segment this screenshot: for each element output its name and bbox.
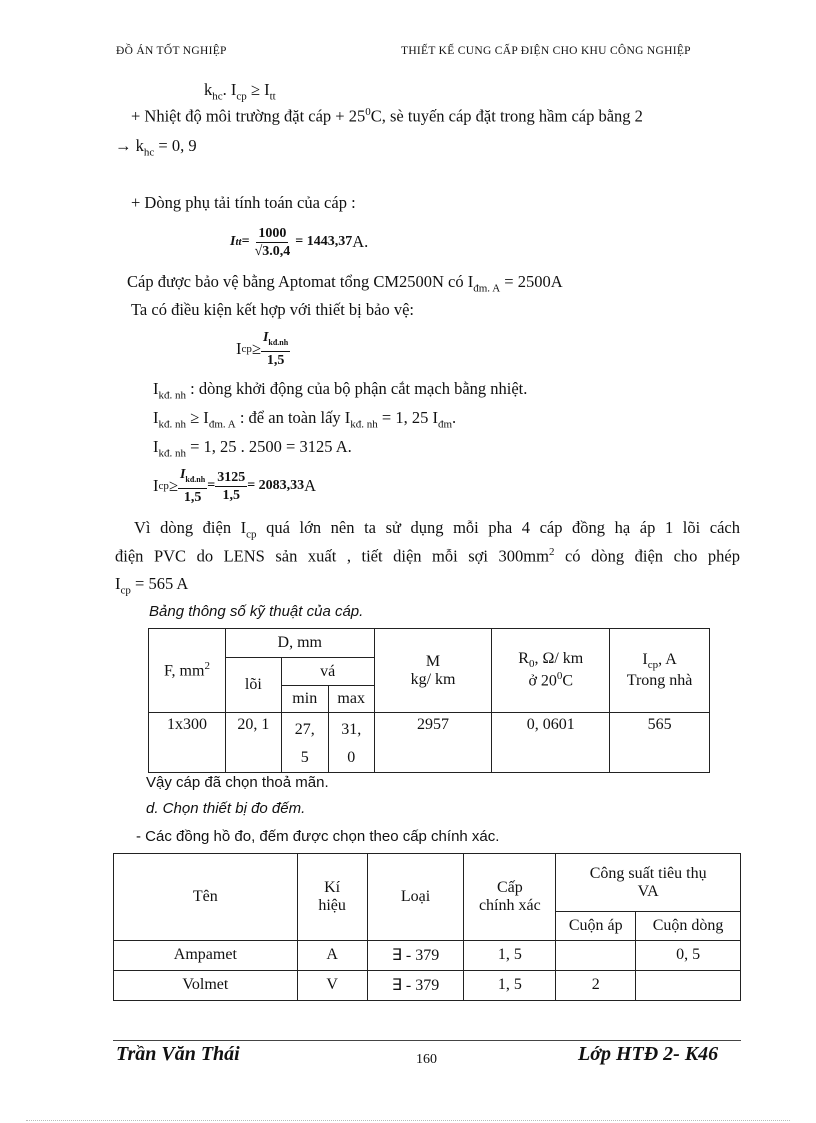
- khc-value-line: → $k_{hc} = 0$, 9: [115, 136, 197, 159]
- header-icp: $I_{cp}$, A Trong nhà: [610, 629, 710, 713]
- header-left: ĐỒ ÁN TỐT NGHIỆP: [116, 45, 227, 57]
- condition-line: $k_{hc}$. $I_{cp} \ge I_{tt}$: [204, 80, 276, 103]
- ikd-value-line: $I_{kđ. nh} = 1$, 25 . 2500 = 3125 A.: [153, 437, 352, 460]
- table-conclusion: Vậy cáp đã chọn thoả mãn.: [146, 774, 329, 791]
- table-row: 1x300 20, 1 27, 5 31, 0 2957 0, 0601 565: [149, 713, 710, 773]
- equation-itt: I tt = $\frac{1000}{√3.0,4}$ = 1443,37 A.: [230, 225, 369, 259]
- table-row: Ampamet A ∃ - 379 1, 5 0, 5: [114, 940, 741, 970]
- header-max: max: [328, 686, 374, 713]
- header-m: M kg/ km: [374, 629, 492, 713]
- table-row: Volmet V ∃ - 379 1, 5 2: [114, 970, 741, 1000]
- header-ki-hieu: Kí hiệu: [297, 854, 367, 941]
- meters-intro-line: - Các đồng hồ đo, đếm được chọn theo cấp chính xác.: [136, 828, 500, 845]
- page-number: 160: [416, 1052, 437, 1067]
- footer-author: Trần Văn Thái: [116, 1043, 240, 1065]
- section-d-heading: d. Chọn thiết bị đo đếm.: [146, 800, 306, 817]
- header-right: THIẾT KẾ CUNG CẤP ĐIỆN CHO KHU CÔNG NGHIỆP: [401, 45, 691, 57]
- temperature-line: + Nhiệt độ môi trường đặt cáp + $25^0C$, sè tuyến cáp đặt trong hầm cáp bằng 2: [131, 106, 643, 126]
- paragraph-line-3: $I_{cp} = 565$ A: [115, 574, 189, 597]
- header-loai: Loại: [367, 854, 464, 941]
- header-loi: lõi: [225, 658, 281, 713]
- header-r0: $R_0$, Ω/ km ở $20^0C$: [492, 629, 610, 713]
- aptomat-line: Cáp được bảo vệ bằng Aptomat tổng CM2500N có $I_{đm. A} = 2500A$: [127, 272, 563, 295]
- safety-line: $I_{kđ. nh} \ge I_{đm. A}$ : để an toàn lấy $I_{kđ. nh} = 1$, 25 $I_{đm}$.: [153, 408, 457, 431]
- paragraph-line-1: Vì dòng điện $I_{cp}$ quá lớn nên ta sử dụng mỗi pha 4 cáp đồng hạ áp 1 lõi cách: [134, 518, 741, 541]
- footer-class: Lớp HTĐ 2- K46: [578, 1043, 719, 1065]
- page-bottom-border: [26, 1120, 790, 1121]
- cable-spec-table: [148, 628, 710, 773]
- header-cong-suat: Công suất tiêu thụ VA: [556, 854, 741, 912]
- equation-icp-condition: I cp ≥ $\frac{I_{kđ.nh}}{1,5}$: [236, 330, 289, 368]
- header-d: D, mm: [225, 629, 374, 658]
- paragraph-line-2: điện PVC do LENS sản xuất , tiết diện mỗi sợi $300mm^2$ có dòng điện cho phép: [115, 546, 740, 566]
- header-cap-chinh-xac: Cấp chính xác: [464, 854, 556, 941]
- condition-intro-line: Ta có điều kiện kết hợp với thiết bị bảo vệ:: [131, 300, 414, 319]
- ikd-definition-line: $I_{kđ. nh}$ : dòng khởi động của bộ phận cắt mạch bằng nhiệt.: [153, 379, 528, 402]
- footer-divider: [113, 1040, 741, 1041]
- equation-icp-value: I cp ≥ $\frac{I_{kđ.nh}}{1,5}$ = $\frac{3125}{1,5}$ = 2083,33 A: [153, 467, 317, 505]
- header-cuon-dong: Cuộn dòng: [636, 912, 741, 940]
- header-f: F, $mm^2$: [149, 629, 226, 713]
- cable-table-caption: Bảng thông số kỹ thuật của cáp.: [149, 603, 364, 620]
- load-current-line: + Dòng phụ tải tính toán của cáp :: [131, 193, 356, 212]
- header-vo: vá: [281, 658, 374, 686]
- header-cuon-ap: Cuộn áp: [556, 912, 636, 940]
- header-min: min: [281, 686, 328, 713]
- header-ten: Tên: [114, 854, 298, 941]
- meter-table: [113, 853, 741, 1001]
